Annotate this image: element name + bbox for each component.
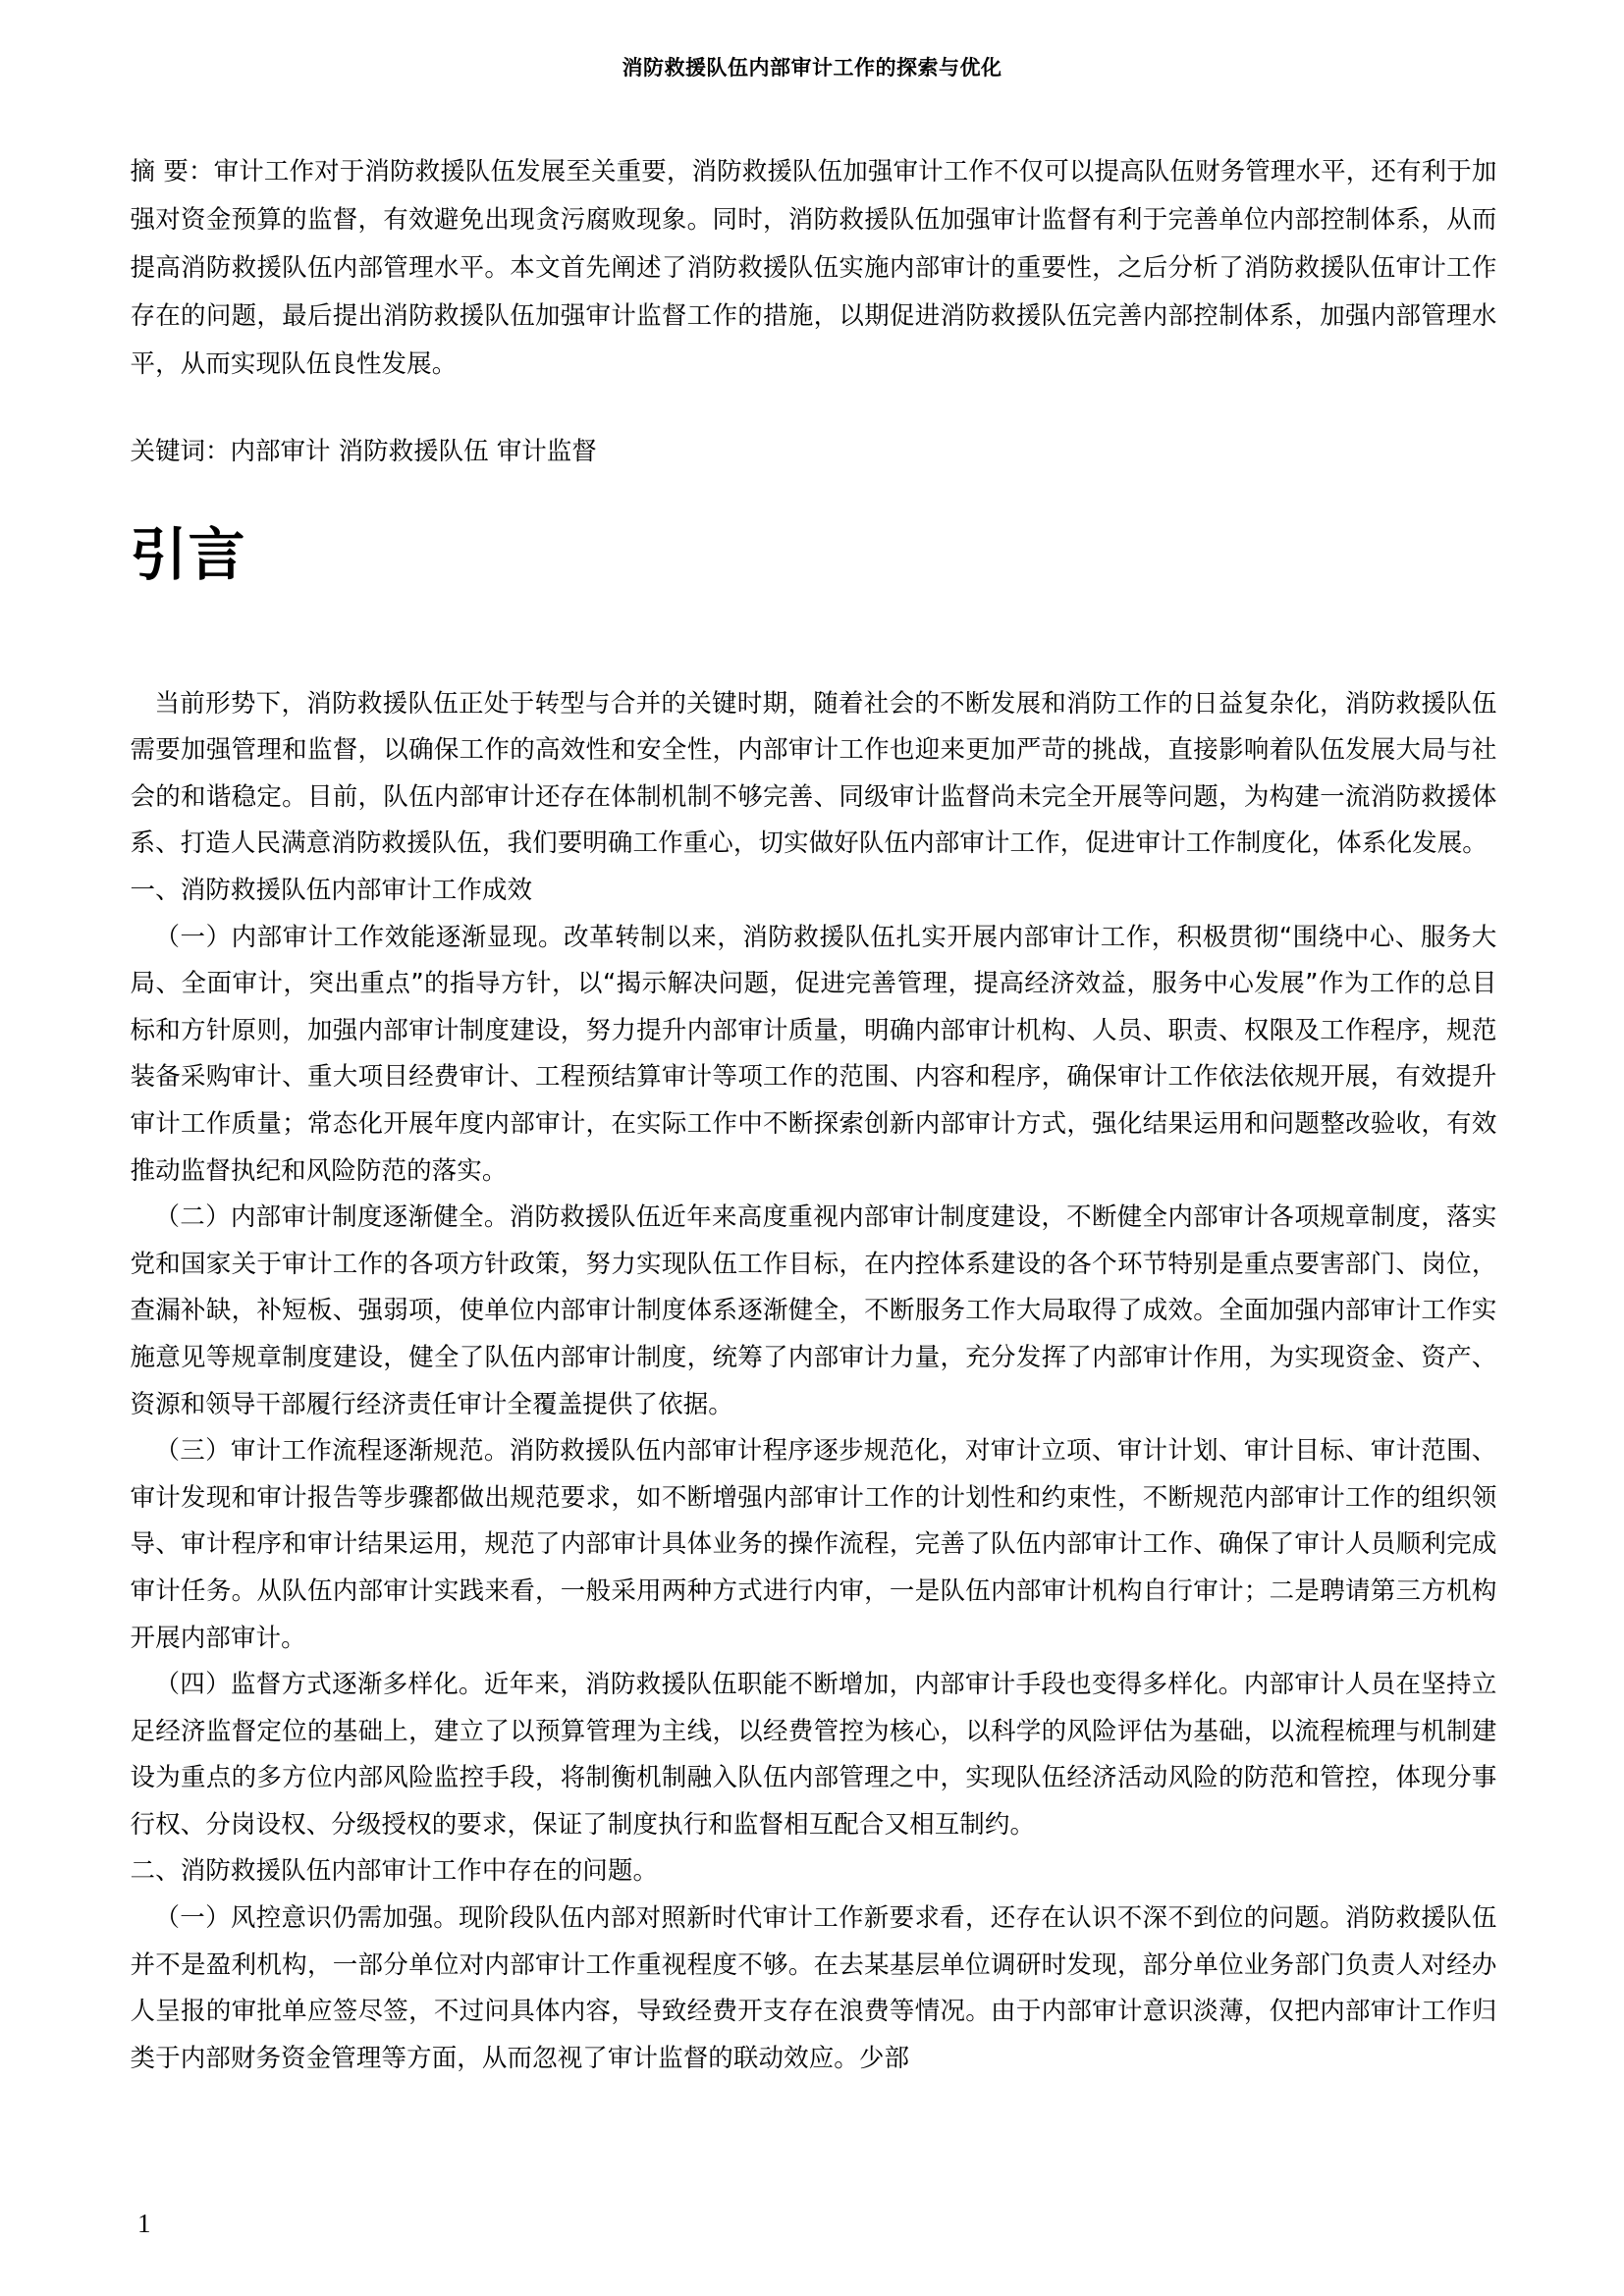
- subsection-1-1: （一）内部审计工作效能逐渐显现。改革转制以来，消防救援队伍扎实开展内部审计工作，积极贯彻“围绕中心、服务大局、全面审计，突出重点”的指导方针，以“揭示解决问题，促进完善管理，提高经济效益，服务中心发展”作为工作的总目标和方针原则，加强内部审计制度建设，努力提升内部审计质量，明确内部审计机构、人员、职责、权限及工作程序，规范装备采购审计、重大项目经费审计、工程预结算审计等项工作的范围、内容和程序，确保审计工作依法依规开展，有效提升审计工作质量；常态化开展年度内部审计，在实际工作中不断探索创新内部审计方式，强化结果运用和问题整改验收，有效推动监督执纪和风险防范的落实。: [130, 922, 1497, 1186]
- subsection-1-2: （二）内部审计制度逐渐健全。消防救援队伍近年来高度重视内部审计制度建设，不断健全内部审计各项规章制度，落实党和国家关于审计工作的各项方针政策，努力实现队伍工作目标，在内控体系建设的各个环节特别是重点要害部门、岗位，查漏补缺，补短板、强弱项，使单位内部审计制度体系逐渐健全，不断服务工作大局取得了成效。全面加强内部审计工作实施意见等规章制度建设，健全了队伍内部审计制度，统筹了内部审计力量，充分发挥了内部审计作用，为实现资金、资产、资源和领导干部履行经济责任审计全覆盖提供了依据。: [130, 1202, 1497, 1419]
- page-number: 1: [137, 2209, 151, 2238]
- section-heading-1: 一、消防救援队伍内部审计工作成效: [130, 876, 533, 905]
- abstract-paragraph: 摘 要：审计工作对于消防救援队伍发展至关重要，消防救援队伍加强审计工作不仅可以提高队伍财务管理水平，还有利于加强对资金预算的监督，有效避免出现贪污腐败现象。同时，消防救援队伍加强审计监督有利于完善单位内部控制体系，从而提高消防救援队伍内部管理水平。本文首先阐述了消防救援队伍实施内部审计的重要性，之后分析了消防救援队伍审计工作存在的问题，最后提出消防救援队伍加强审计监督工作的措施，以期促进消防救援队伍完善内部控制体系，加强内部管理水平，从而实现队伍良性发展。: [130, 157, 1497, 380]
- introduction-heading: 引言: [130, 521, 246, 589]
- section-heading-2: 二、消防救援队伍内部审计工作中存在的问题。: [130, 1856, 659, 1887]
- intro-paragraph: 当前形势下，消防救援队伍正处于转型与合并的关键时期，随着社会的不断发展和消防工作的日益复杂化，消防救援队伍需要加强管理和监督，以确保工作的高效性和安全性，内部审计工作也迎来更加严苛的挑战，直接影响着队伍发展大局与社会的和谐稳定。目前，队伍内部审计还存在体制机制不够完善、同级审计监督尚未完全开展等问题，为构建一流消防救援体系、打造人民满意消防救援队伍，我们要明确工作重心，切实做好队伍内部审计工作，促进审计工作制度化，体系化发展。: [130, 688, 1497, 859]
- running-head-title: 消防救援队伍内部审计工作的探索与优化: [622, 56, 1002, 80]
- page-content: [128, 148, 1497, 2082]
- subsection-2-1: （一）风控意识仍需加强。现阶段队伍内部对照新时代审计工作新要求看，还存在认识不深不到位的问题。消防救援队伍并不是盈利机构，一部分单位对内部审计工作重视程度不够。在去某基层单位调研时发现，部分单位业务部门负责人对经办人呈报的审批单应签尽签，不过问具体内容，导致经费开支存在浪费等情况。由于内部审计意识淡薄，仅把内部审计工作归类于内部财务资金管理等方面，从而忽视了审计监督的联动效应。少部: [130, 1903, 1497, 2073]
- subsection-1-3: （三）审计工作流程逐渐规范。消防救援队伍内部审计程序逐步规范化，对审计立项、审计计划、审计目标、审计范围、审计发现和审计报告等步骤都做出规范要求，如不断增强内部审计工作的计划性和约束性，不断规范内部审计工作的组织领导、审计程序和审计结果运用，规范了内部审计具体业务的操作流程，完善了队伍内部审计工作、确保了审计人员顺利完成审计任务。从队伍内部审计实践来看，一般采用两种方式进行内审，一是队伍内部审计机构自行审计；二是聘请第三方机构开展内部审计。: [130, 1436, 1497, 1653]
- keywords-line: 关键词：内部审计 消防救援队伍 审计监督: [130, 437, 597, 467]
- body-text-block: [131, 681, 1497, 2083]
- subsection-1-4: （四）监督方式逐渐多样化。近年来，消防救援队伍职能不断增加，内部审计手段也变得多样化。内部审计人员在坚持立足经济监督定位的基础上，建立了以预算管理为主线，以经费管控为核心，以科学的风险评估为基础，以流程梳理与机制建设为重点的多方位内部风险监控手段，将制衡机制融入队伍内部管理之中，实现队伍经济活动风险的防范和管控，体现分事行权、分岗设权、分级授权的要求，保证了制度执行和监督相互配合又相互制约。: [130, 1670, 1497, 1840]
